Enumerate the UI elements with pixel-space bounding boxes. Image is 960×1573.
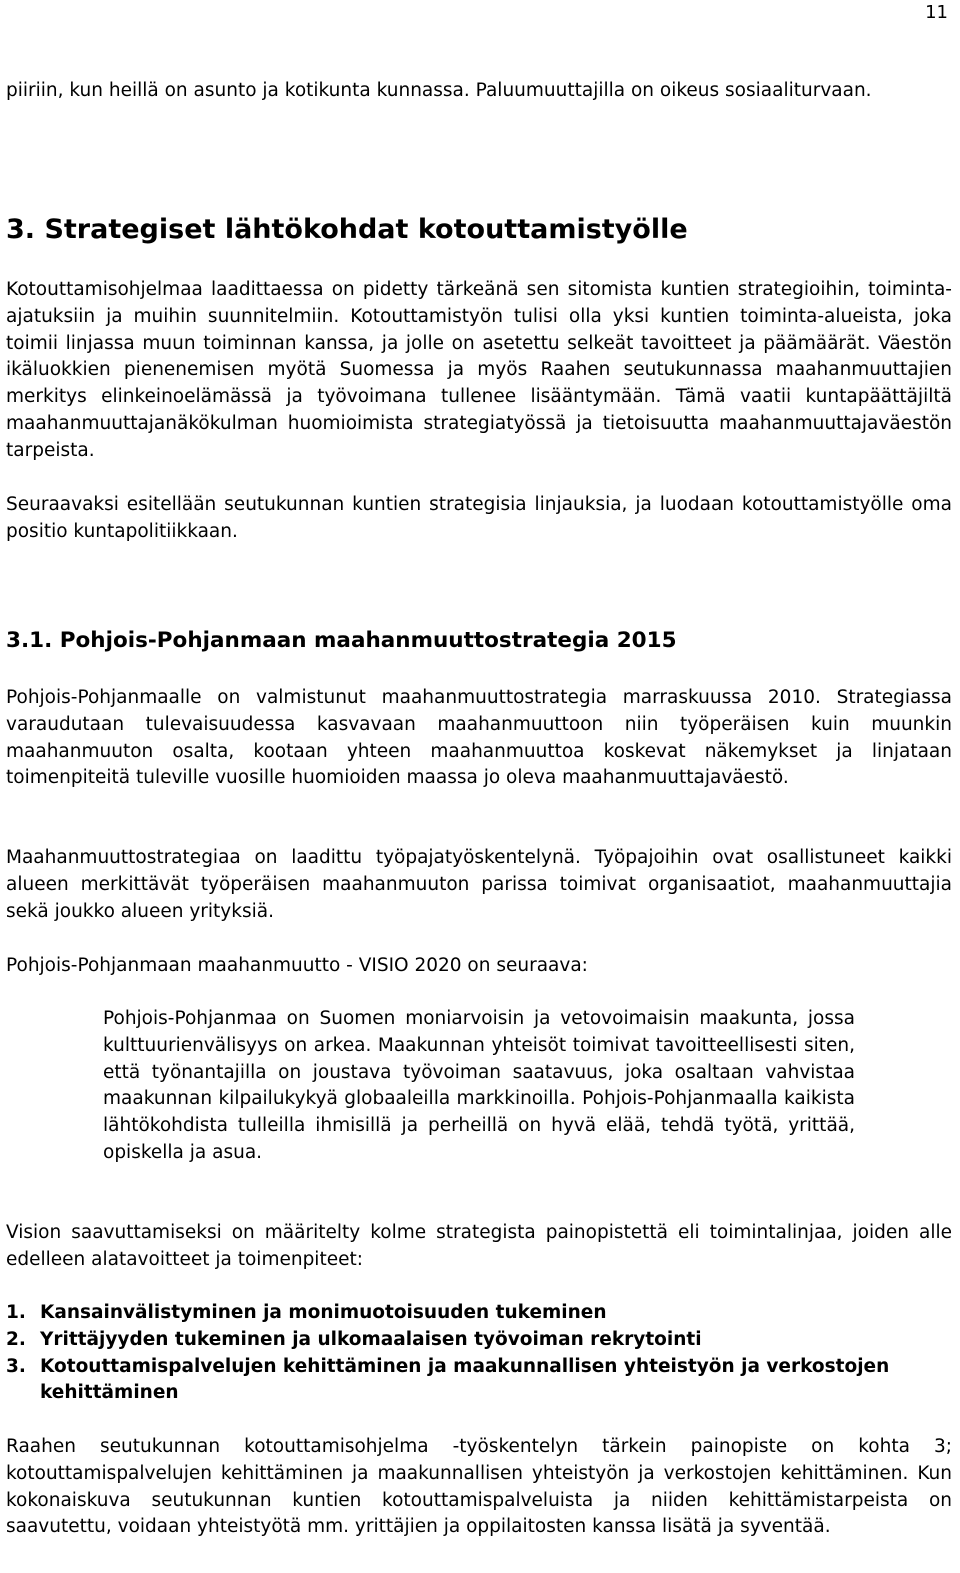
- list-item-text: Yrittäjyyden tukeminen ja ulkomaalaisen työvoiman rekrytointi: [40, 1328, 702, 1350]
- closing-paragraph: [6, 1434, 952, 1541]
- visio-quote: [103, 1006, 855, 1167]
- closing-text: Raahen seutukunnan kotouttamisohjelma -työskentelyn tärkein painopiste on kohta 3; kotouttamispalvelujen kehittäminen ja maakunnallisen yhteistyön ja verkostojen kehittäminen. Kun kokonaiskuva seutukunnan kuntien kotouttamispalveluista ja niiden kehittämistarpeista on saavutettu, voidaan yhteistyötä mm. yrittäjien ja oppilaitosten kanssa lisätä ja syventää.: [6, 1436, 952, 1538]
- section-3-1-paragraph-2: [6, 845, 952, 925]
- intro-paragraph: [6, 78, 952, 105]
- intro-text: piiriin, kun heillä on asunto ja kotikunta kunnassa. Paluumuuttajilla on oikeus sosiaaliturvaan.: [6, 80, 872, 101]
- section-3-1-text-1: Pohjois-Pohjanmaalle on valmistunut maahanmuuttostrategia marraskuussa 2010. Strategiassa varaudutaan tulevaisuudessa kasvavaan maahanmuuttoon niin työperäisen kuin muunkin maahanmuuton osalta, kootaan yhteen maahanmuuttoa koskevat näkemykset ja linjataan toimenpiteitä tuleville vuosille huomioiden maassa jo oleva maahanmuuttajaväestö.: [6, 687, 952, 789]
- goals-intro-text: Vision saavuttamiseksi on määritelty kolme strategista painopistettä eli toimintalinjaa, joiden alle edelleen alatavoitteet ja toimenpiteet:: [6, 1222, 952, 1270]
- list-item-number: 2.: [6, 1328, 26, 1350]
- section-3-text-1: Kotouttamisohjelmaa laadittaessa on pidetty tärkeänä sen sitomista kuntien strategioihin, toiminta-ajatuksiin ja muihin suunnitelmiin. Kotouttamistyön tulisi olla yksi kuntien toiminta-alueista, joka toimii linjassa muun toiminnan kanssa, ja jolle on asetettu selkeät tavoitteet ja päämäärät. Väestön ikäluokkien pienenemisen myötä Suomessa ja myös Raahen seutukunnassa maahanmuuttajien merkitys elinkeinoelämässä ja työvoimana tullenee lisääntymään. Tämä vaatii kuntapäättäjiltä maahanmuuttajanäkökulman huomioimista strategiatyössä ja tietoisuutta maahanmuuttajaväestön tarpeista.: [6, 279, 952, 461]
- section-3-paragraph-2: [6, 492, 952, 546]
- goals-intro-paragraph: [6, 1220, 952, 1274]
- visio-intro-text: Pohjois-Pohjanmaan maahanmuutto - VISIO 2020 on seuraava:: [6, 955, 588, 976]
- list-item-text: Kansainvälistyminen ja monimuotoisuuden tukeminen: [40, 1302, 607, 1323]
- section-3-1-text-2: Maahanmuuttostrategiaa on laadittu työpajatyöskentelynä. Työpajoihin ovat osallistuneet kaikki alueen merkittävät työperäisen maahanmuuton parissa toimivat organisaatiot, maahanmuuttajia sekä joukko alueen yrityksiä.: [6, 847, 952, 922]
- list-item-number: 1.: [6, 1302, 26, 1323]
- list-item: [6, 1300, 952, 1327]
- list-item-number: 3.: [6, 1355, 26, 1377]
- section-3-1-paragraph-1: [6, 685, 952, 792]
- page-number: 11: [925, 2, 948, 23]
- list-item: [6, 1327, 952, 1354]
- section-3-text-2: Seuraavaksi esitellään seutukunnan kuntien strategisia linjauksia, ja luodaan kotouttamistyölle oma positio kuntapolitiikkaan.: [6, 494, 952, 542]
- section-3-paragraph-1: [6, 277, 952, 465]
- visio-quote-text: Pohjois-Pohjanmaa on Suomen moniarvoisin ja vetovoimaisin maakunta, jossa kulttuurienvälisyys on arkea. Maakunnan yhteisöt toimivat tavoitteellisesti siten, että työnantajilla on joustava työvoiman saatavuus, joka osaltaan vahvistaa maakunnan kilpailukykyä globaaleilla markkinoilla. Pohjois-Pohjanmaalla kaikista lähtökohdista tulleilla ihmisillä ja perheillä on hyvä elää, tehdä työtä, yrittää, opiskella ja asua.: [103, 1008, 855, 1163]
- visio-intro-paragraph: [6, 953, 952, 980]
- section-3-heading: 3. Strategiset lähtökohdat kotouttamistyölle: [6, 214, 688, 245]
- list-item-text: Kotouttamispalvelujen kehittäminen ja maakunnallisen yhteistyön ja verkostojen kehittäminen: [40, 1355, 890, 1404]
- goals-list: [6, 1300, 952, 1407]
- list-item: [6, 1354, 952, 1408]
- section-3-1-heading: 3.1. Pohjois-Pohjanmaan maahanmuuttostrategia 2015: [6, 628, 677, 653]
